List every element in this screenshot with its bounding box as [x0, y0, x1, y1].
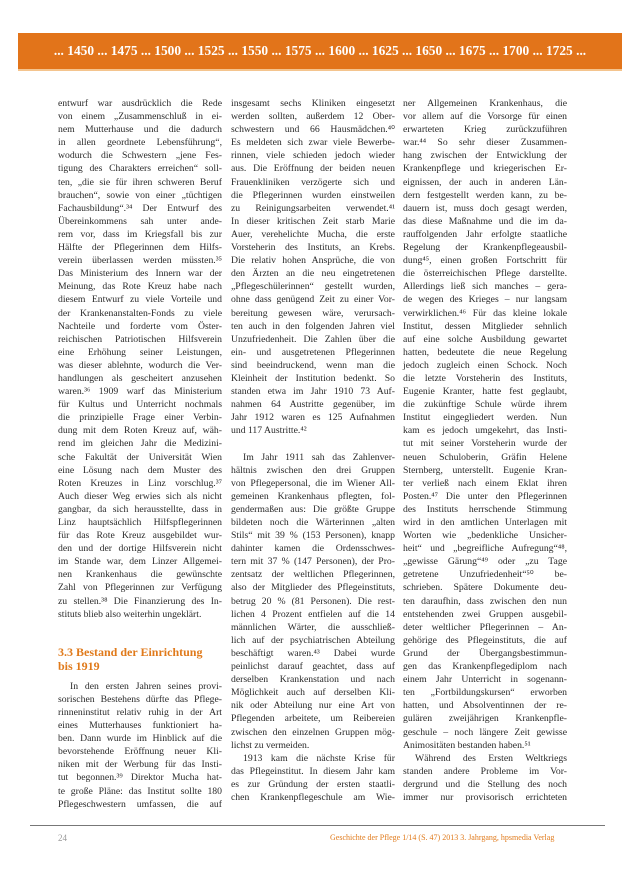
text-line: rem vor, dass im Kriegsfall bis zur	[58, 228, 222, 240]
text-line: eine Erhöhung seiner Leistungen,	[58, 346, 222, 358]
text-line: Meinung, das Rote Kreuz habe nach	[58, 281, 222, 293]
text-line: peinlichst darauf geachtet, dass auf	[231, 661, 395, 673]
text-line: 1913 kam die nächste Krise für	[243, 752, 395, 764]
text-line: Pflegenden arbeitete, um Reibereien	[231, 713, 395, 725]
text-line: ner Allgemeinen Krankenhaus, die	[403, 98, 567, 109]
text-line: stituts blieb also weiterhin ungeklärt.	[58, 608, 202, 620]
text-line: reichischen Patriotischen Hilfsverein	[58, 333, 222, 345]
text-line: entwurf war ausdrücklich die Rede	[58, 98, 222, 109]
text-line: schwestern und 66 Hausmädchen.⁴⁰	[231, 124, 395, 136]
text-line: eines Mutterhauses funktioniert ha-	[58, 720, 222, 732]
text-line: bevorstehende Eröffnung neuer Kli-	[58, 746, 222, 758]
text-line: Vorsteherin des Instituts, an Krebs.	[231, 242, 395, 254]
text-line: Grund der Übergangsbestimmun-	[403, 647, 567, 659]
text-line: Die relativ hohen Ansprüche, die von	[231, 255, 395, 267]
text-line: zu stellen.³⁸ Die Finanzierung des In-	[58, 595, 222, 607]
text-line: Eugenie Kranter, hatte fest geglaubt,	[403, 386, 567, 398]
text-line: Regelung der Krankenpflegeausbil-	[403, 242, 567, 254]
text-line: Frauenkliniken verzögerte sich und	[231, 176, 395, 188]
text-line: ben. Dann wurde im Hinblick auf die	[58, 733, 222, 745]
text-line: dahinter kamen die Ordensschwes-	[231, 543, 395, 555]
text-line: In den ersten Jahren seines provi-	[70, 680, 222, 692]
text-line: männlichen Wärter, die ausschließ-	[231, 621, 395, 633]
text-line: standen etwa im Jahr 1910 73 Auf-	[231, 386, 395, 398]
text-line: te große Pläne: das Institut sollte 180	[58, 785, 222, 797]
text-line: die zukünftige Schule würde ihrem	[403, 399, 567, 411]
paragraph	[231, 97, 395, 437]
text-line: dauern ist, muss doch gesagt werden,	[403, 202, 567, 214]
text-line: tigung des Charakters erreichen“ soll-	[58, 163, 222, 175]
paragraph	[403, 752, 567, 804]
text-line: Nachteile und forderte vom Öster-	[58, 320, 222, 332]
text-line: deter weltlicher Pflegerinnen – An-	[403, 621, 567, 633]
text-line: das Pflegeinstitut. In diesem Jahr kam	[231, 765, 395, 777]
paragraph	[231, 451, 395, 752]
text-line: sorischen Bestehens dürfte das Pflege-	[58, 693, 222, 705]
text-line: Allerdings ließ sich manches – gera-	[403, 281, 567, 293]
text-line: Möglichkeit auch auf derselben Kli-	[231, 687, 395, 699]
text-line: hältnis zwischen den drei Gruppen	[231, 464, 395, 476]
text-line: „Pflegeschülerinnen“ gestellt wurden,	[231, 281, 395, 293]
text-line: bis 1919	[58, 659, 100, 674]
text-line: nik oder Abteilung nur eine Art von	[231, 700, 395, 712]
text-line: einem Jahr Unterricht in sogenann-	[403, 674, 567, 686]
text-line: Linz hauptsächlich Hilfspflegerinnen	[58, 517, 222, 528]
text-line: auf eine solche Ausbildung gewartet	[403, 333, 567, 345]
text-line: dung mit dem Roten Kreuz auf, wäh-	[58, 425, 222, 437]
text-line: dung⁴⁵, einen großen Fortschritt für	[403, 255, 567, 267]
paragraph	[58, 97, 222, 621]
text-line: Auer, verehelichte Mucha, die erste	[231, 228, 395, 240]
footer-divider	[30, 825, 605, 826]
text-line: neuen Schuloberin, Gräfin Helene	[403, 451, 567, 463]
text-line: die prinzipielle Frage einer Verbin-	[58, 412, 222, 424]
text-line: zentsatz der weltlichen Pflegerinnen,	[231, 569, 395, 581]
text-line: nem Mutterhause und die dadurch	[58, 124, 222, 136]
text-line: verein überlassen werden müssten.³⁵	[58, 255, 222, 267]
text-line: „gewisse Gärung“⁴⁹ oder „zu Tage	[403, 556, 567, 568]
page-number: 24	[58, 833, 67, 843]
text-line: rinnen, viele schieden jedoch wieder	[231, 150, 395, 162]
text-line: Das Ministerium des Innern war der	[58, 268, 222, 280]
text-line: in allen geordnete Lebensführung“,	[58, 137, 222, 149]
text-line: von einem „Zusammenschluß in ei-	[58, 111, 222, 123]
text-column-3	[403, 97, 567, 804]
text-line: zu Reinigungsarbeiten verwendet.⁴¹	[231, 202, 395, 214]
text-line: was dieser ablehnte, wodurch die Ver-	[58, 359, 222, 371]
text-line: war.⁴⁴ So sehr dieser Zusammen-	[403, 137, 567, 149]
text-line: Hälfte der Pflegerinnen dem Hilfs-	[58, 242, 222, 254]
text-line: betrug 20 % (81 Personen). Die rest-	[231, 595, 395, 607]
text-line: sche Fakultät der Universität Wien	[58, 451, 222, 463]
text-line: im Stande war, dem Linzer Allgemei-	[58, 556, 222, 568]
text-line: ein- und ausgetretenen Pflegerinnen	[231, 346, 395, 358]
text-line: wodurch die Schwestern „jene Fes-	[58, 150, 222, 162]
text-line: Während des Ersten Weltkriegs	[415, 752, 567, 764]
text-line: jedoch zugleich einen Schock. Noch	[403, 359, 567, 371]
text-line: standen andere Probleme im Vor-	[403, 765, 567, 777]
text-line: bildeten noch die Wärterinnen „alten	[231, 517, 395, 528]
text-line: nen Krankenhaus die gewünschte	[58, 569, 222, 581]
section-heading	[58, 645, 222, 674]
text-line: werden sollten, außerdem 12 Ober-	[231, 111, 395, 123]
text-line: gen das Krankenpflegediplom nach	[403, 661, 567, 673]
text-line: schrieben. Spätere Dokumente deu-	[403, 582, 567, 594]
text-line: die österreichischen Pflege darstellte.	[403, 268, 567, 280]
text-line: ten daraufhin, dass zwischen den nun	[403, 595, 567, 607]
text-line: hatten, und Absolventinnen der re-	[403, 700, 567, 712]
text-line: die letzte Vorsteherin des Instituts,	[403, 372, 567, 384]
text-line: das diese Maßnahme und die im da-	[403, 215, 567, 227]
text-line: rend im gleichen Jahr die Medizini-	[58, 438, 222, 450]
text-line: tut mit seiner Vorsteherin wurde der	[403, 438, 567, 450]
text-line: ten „Fortbildungskursen“ erworben	[403, 687, 567, 699]
text-line: dern festgestellt werden kann, zu be-	[403, 189, 567, 201]
text-line: Sternberg, unterstellt. Eugenie Kran-	[403, 464, 567, 476]
text-line: chen Krankenpflegeschule am Wie-	[231, 791, 395, 803]
text-line: derselben Krankenstation und nach	[231, 674, 395, 686]
text-line: und 117 Austritte.⁴²	[231, 425, 307, 437]
text-line: ohne dass genügend Zeit zu einer Vor-	[231, 294, 395, 306]
text-line: brauchen“, sowie von einer „tüchtigen	[58, 189, 222, 201]
text-line: Auch dieser Weg erwies sich als nicht	[58, 490, 222, 502]
text-line: Es meldeten sich zwar viele Bewerbe-	[231, 137, 395, 149]
text-line: tut begonnen.³⁹ Direktor Mucha hat-	[58, 772, 222, 784]
text-line: erwarteten Krieg zurückzuführen	[403, 124, 567, 136]
text-line: des Instituts herrschende Stimmung	[403, 503, 567, 515]
text-line: immer nur provisorisch errichteten	[403, 791, 567, 803]
text-line: Krankenpflege und kriegerischen Er-	[403, 163, 567, 175]
text-line: hang zwischen der Entwicklung der	[403, 150, 567, 162]
text-line: Jahr 1912 waren es 125 Aufnahmen	[231, 412, 395, 424]
text-line: lichst zu vermeiden.	[231, 739, 310, 751]
text-line: lich auf der psychiatrischen Abteilung	[231, 634, 395, 646]
text-line: heit“ und „begreifliche Aufregung“⁴⁸,	[403, 543, 567, 555]
text-line: 3.3 Bestand der Einrichtung	[58, 644, 203, 659]
text-line: gangbar, da sich herausstellte, dass in	[58, 503, 222, 515]
text-line: hatten, bedeutete die neue Regelung	[403, 346, 567, 358]
text-line: für das Rote Kreuz ausgebildet wur-	[58, 530, 222, 542]
text-line: gendermaßen aus: Die größte Gruppe	[231, 503, 395, 515]
text-line: gulären zweijährigen Krankenpfle-	[403, 713, 567, 725]
text-line: der Krankenanstalten-Fonds zu viele	[58, 307, 222, 319]
text-line: entstehenden zwei Gruppen ausgebil-	[403, 608, 567, 620]
text-line: es zur Gründung der ersten staatli-	[231, 778, 395, 790]
text-line: Kleinheit der Institution bedenkt. So	[231, 372, 395, 384]
text-line: In dieser kritischen Zeit starb Marie	[231, 215, 395, 227]
text-line: kam es jedoch umgekehrt, das Insti-	[403, 425, 567, 437]
text-line: Stils“ mit 39 % (153 Personen), knapp	[231, 530, 395, 542]
paragraph	[58, 680, 222, 811]
text-line: Institut eingegliedert werden. Nun	[403, 412, 567, 424]
text-line: gemeinen Krankenhaus pflegten, fol-	[231, 490, 395, 502]
text-line: Fachausbildung“.³⁴ Der Entwurf des	[58, 202, 222, 214]
text-line: niken mit der Werbung für das Insti-	[58, 759, 222, 771]
text-line: gehörige des Pflegeinstituts, die auf	[403, 634, 567, 646]
text-line: für Kultus und Unterricht nochmals	[58, 399, 222, 411]
text-line: getretene Unzufriedenheit“⁵⁰ be-	[403, 569, 567, 581]
text-line: eignissen, der auch in anderen Län-	[403, 176, 567, 188]
text-line: sind beeindruckend, wenn man die	[231, 359, 395, 371]
text-line: Übereinkommens sah unter ande-	[58, 215, 222, 227]
text-line: den und der dortige Hilfsverein nicht	[58, 543, 222, 555]
text-line: ten auch in den folgenden Jahren viel	[231, 320, 395, 332]
text-line: also der Mitglieder des Pflegeinstituts,	[231, 582, 395, 594]
text-line: von Pflegepersonal, die im Wiener All-	[231, 477, 395, 489]
text-line: Posten.⁴⁷ Die unter den Pflegerinnen	[403, 490, 567, 502]
text-line: lichen 4 Prozent entfielen auf die 14	[231, 608, 395, 620]
text-line: rinneninstitut relativ ruhig in der Art	[58, 706, 222, 718]
text-column-1	[58, 97, 222, 811]
text-line: ten, „die sie für ihren schweren Beruf	[58, 176, 222, 188]
text-line: beschäftigt waren.⁴³ Dabei wurde	[231, 647, 395, 659]
footer-source: Geschichte der Pflege 1/14 (S. 47) 2013 3. Jahrgang, hpsmedia Verlag	[330, 833, 555, 842]
text-line: rauffolgenden Jahr erfolgte staatliche	[403, 228, 567, 240]
paragraph	[403, 97, 567, 752]
text-line: Animositäten bestanden haben.⁵¹	[403, 739, 531, 751]
text-line: aus. Die Eröffnung der beiden neuen	[231, 163, 395, 175]
text-line: de wegen des Krieges – nur langsam	[403, 294, 567, 306]
text-line: Worten wie „bedenkliche Unsicher-	[403, 530, 567, 542]
text-line: dergrund und die Stellung des noch	[403, 778, 567, 790]
text-line: Zahl von Pflegerinnen zur Verfügung	[58, 582, 222, 594]
text-line: waren.³⁶ 1909 warf das Ministerium	[58, 386, 222, 398]
text-line: eine Lösung nach dem Muster des	[58, 464, 222, 476]
text-line: zwischen den einzelnen Gruppen mög-	[231, 726, 395, 738]
text-line: Im Jahr 1911 sah das Zahlenver-	[243, 451, 395, 463]
text-line: tern mit 37 % (147 Personen), der Pro-	[231, 556, 395, 568]
text-line: Unzufriedenheit. Die Zahlen über die	[231, 333, 395, 345]
text-line: handlungen als gescheitert anzusehen	[58, 372, 222, 384]
text-line: Pflegeschwestern umfassen, die auf	[58, 798, 222, 810]
text-column-2	[231, 97, 395, 804]
text-line: diesem Entwurf zu viele Vorteile und	[58, 294, 222, 306]
text-line: bereitung gewesen wäre, verursach-	[231, 307, 395, 319]
text-line: nahmen 64 Austritte gegenüber, im	[231, 399, 395, 411]
text-line: geschule – noch längere Zeit gewisse	[403, 726, 567, 738]
text-line: wird in den amtlichen Unterlagen mit	[403, 517, 567, 528]
text-line: vor allem auf die Vorsorge für einen	[403, 111, 567, 123]
text-line: den Ärzten an die neu eingetretenen	[231, 268, 395, 280]
text-line: ter verließ nach einem Eklat ihren	[403, 477, 567, 489]
text-line: insgesamt sechs Kliniken eingesetzt	[231, 98, 395, 109]
timeline-banner: ... 1450 ... 1475 ... 1500 ... 1525 ... 1550 ... 1575 ... 1600 ... 1625 ... 1650 ... 1675 ... 1700 ... 1725 ...	[18, 33, 622, 71]
text-line: verwirklichen.⁴⁶ Für das kleine lokale	[403, 307, 567, 319]
text-line: die Pflegerinnen wurden einstweilen	[231, 189, 395, 201]
text-line: Roten Kreuzes in Linz vorschlug.³⁷	[58, 477, 222, 489]
text-line: Institut, dessen Mitglieder sehnlich	[403, 320, 567, 332]
paragraph	[231, 752, 395, 804]
